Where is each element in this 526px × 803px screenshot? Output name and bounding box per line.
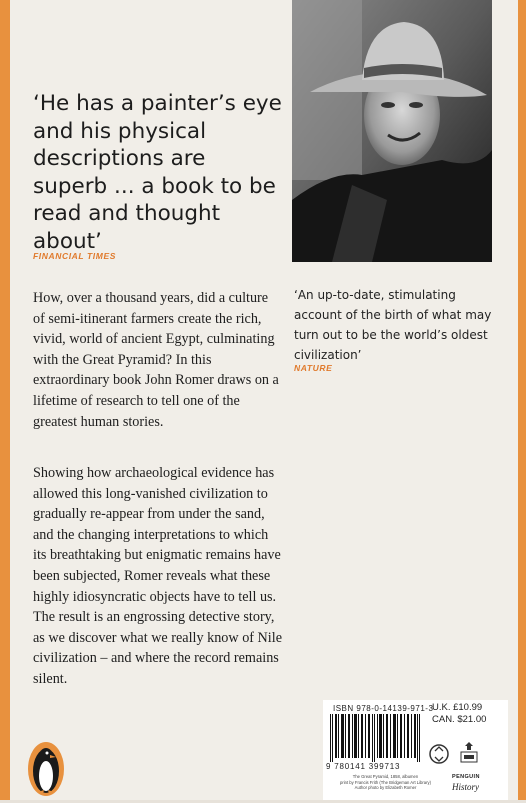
isbn-label: ISBN 978-0-14139-971-3	[333, 704, 434, 713]
recycle-icon	[430, 745, 448, 763]
blurb-paragraph-2: Showing how archaeological evidence has allowed this long-vanished civilization to gradually re-appear from under the sand, and the changing interpretations to which its breathtaking but enigmatic remains have been subjected, Romer reveals what these highly idiosyncratic objects have to tell us. The result is an engrossing detective story, as we discover what we really know of Nile civilization – and where the record remains silent.	[33, 465, 282, 687]
secondary-review-source: NATURE	[294, 363, 333, 373]
barcode	[330, 714, 420, 762]
credit-line-2: print by Francis Frith (The Bridgeman Art Library)	[340, 779, 431, 785]
credit-line-1: The Great Pyramid, 1858, albumen	[352, 774, 419, 779]
eco-logos	[427, 742, 487, 775]
featured-review-source: FINANCIAL TIMES	[33, 251, 116, 261]
fsc-logo-icon	[461, 742, 477, 762]
image-credits	[338, 774, 433, 791]
barcode-number: 9 780141 399713	[326, 762, 401, 771]
author-photo	[292, 0, 492, 262]
series-name: History	[452, 782, 479, 792]
right-cover-edge	[518, 0, 526, 800]
secondary-review-quote: ‘An up-to-date, stimulating account of the birth of what may turn out to be the world’s oldest civilization’	[294, 288, 492, 362]
price-uk: U.K. £10.99	[432, 702, 483, 713]
publisher-name: PENGUIN	[452, 774, 480, 780]
credit-line-3: Author photo by Elizabeth Romer	[354, 785, 417, 790]
left-cover-edge	[0, 0, 10, 800]
penguin-logo-icon	[26, 740, 66, 798]
price-can: CAN. $21.00	[432, 714, 487, 725]
blurb-paragraph-1: How, over a thousand years, did a culture of semi-itinerant farmers create the rich, vivid, world of ancient Egypt, culminating with the Great Pyramid? In this extraordinary book John Romer draws on a lifetime of research to tell one of the greatest human stories.	[33, 290, 279, 430]
featured-review-quote: ‘He has a painter’s eye and his physical descriptions are superb ... a book to be read and thought about’	[33, 91, 282, 254]
